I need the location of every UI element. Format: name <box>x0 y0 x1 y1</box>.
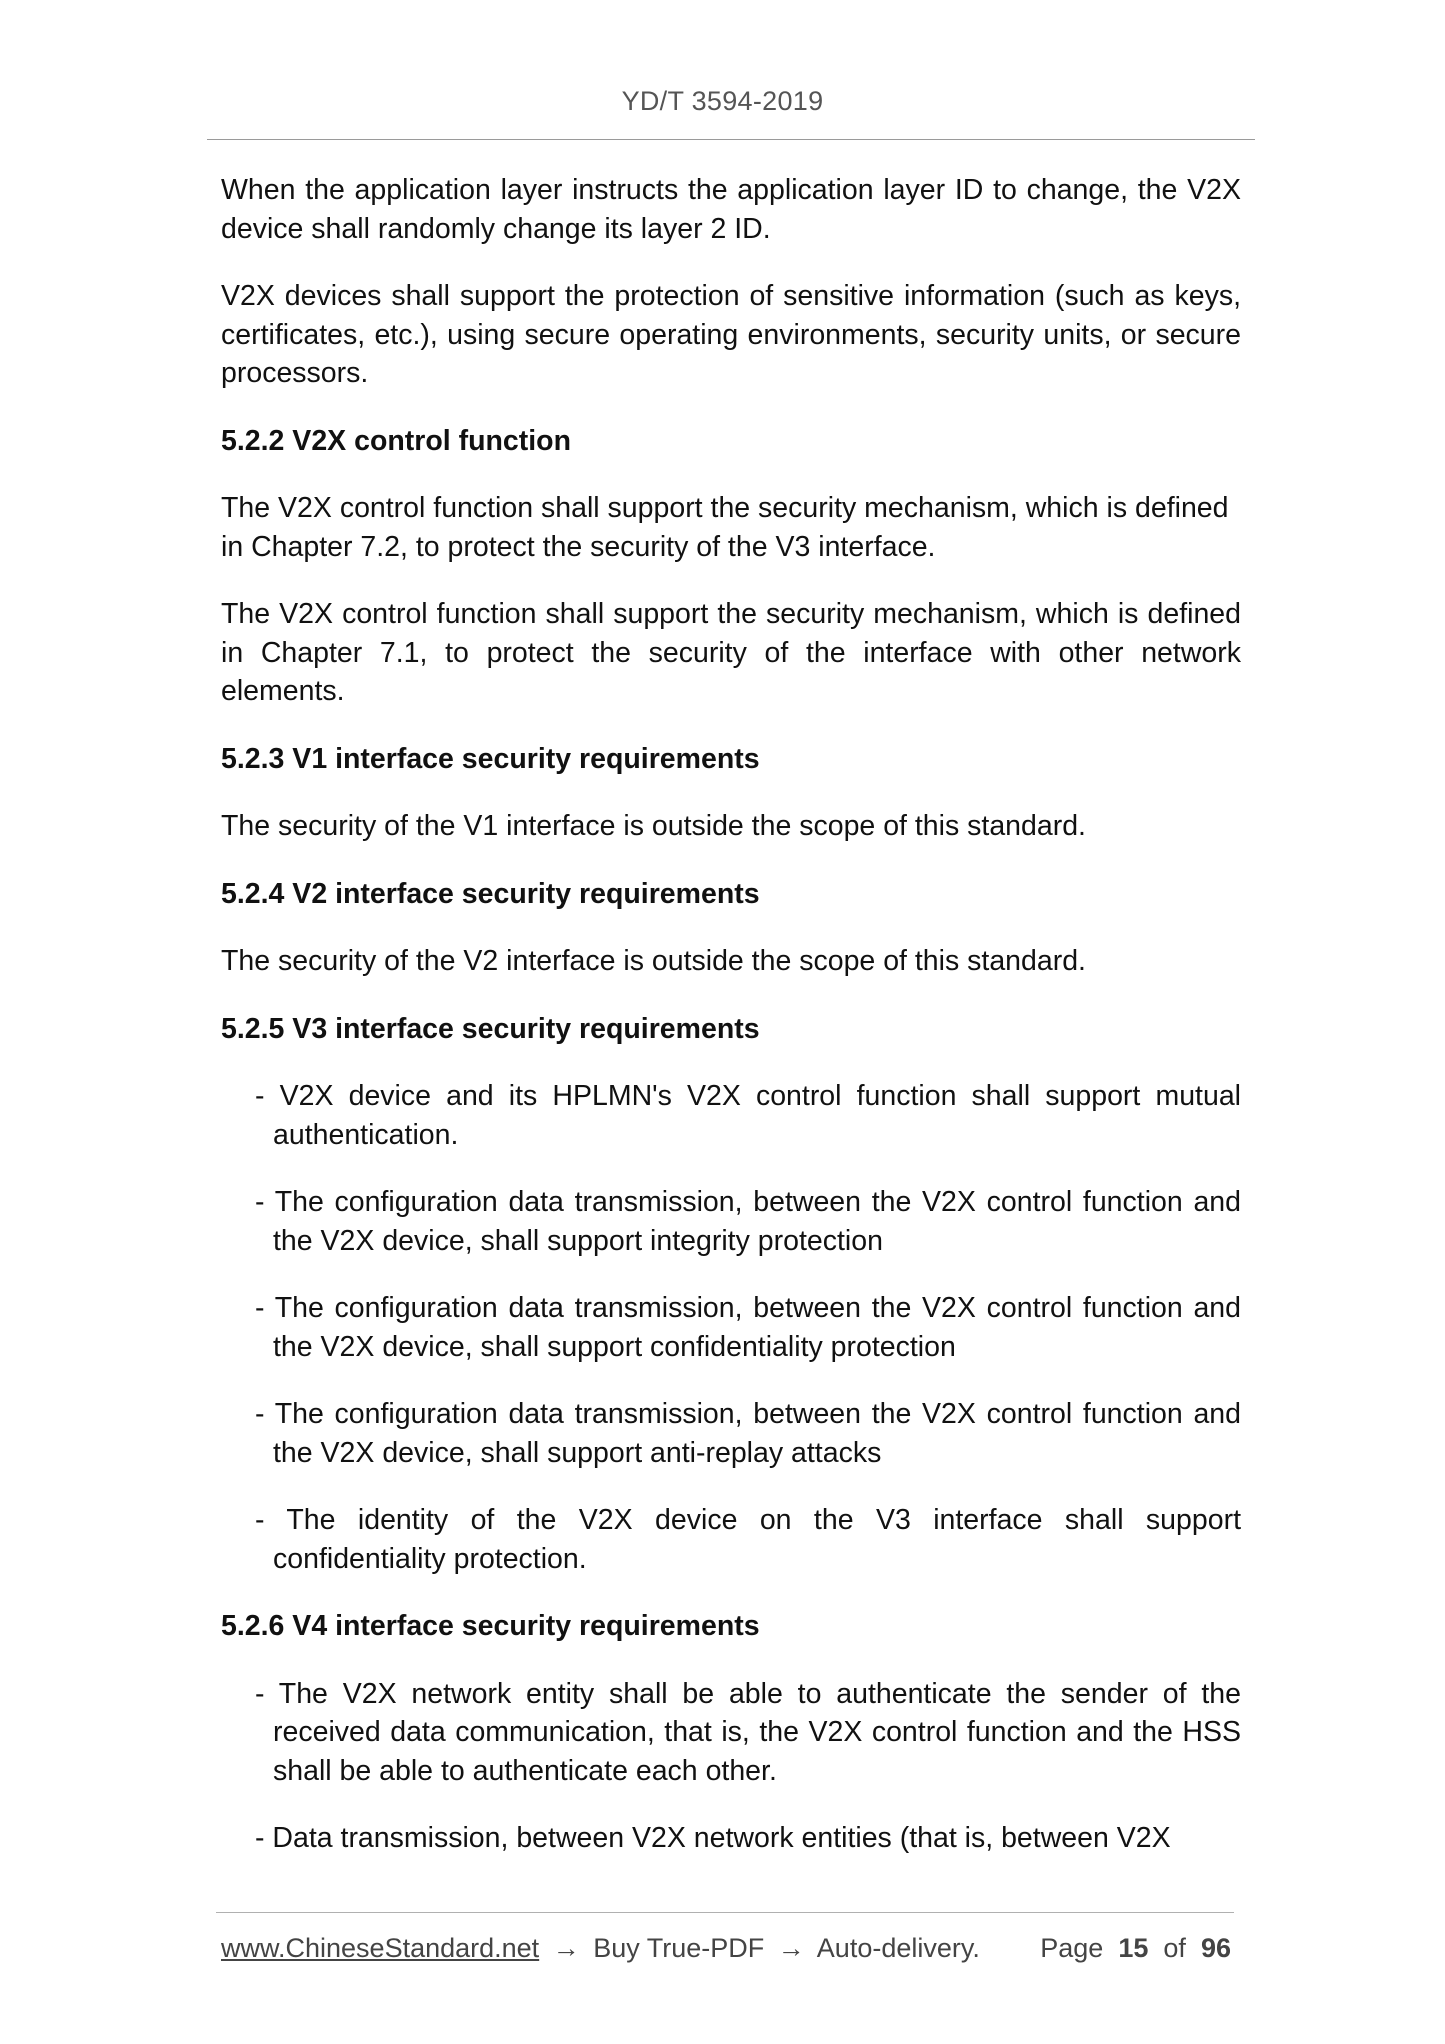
document-id-header: YD/T 3594-2019 <box>621 86 824 116</box>
list-item: - The configuration data transmission, between the V2X control function and the V2X device, shall support confidentiality protection <box>255 1292 1241 1363</box>
header-divider <box>207 139 1255 140</box>
delivery-text: Auto-delivery. <box>816 1933 980 1963</box>
paragraph-v2-scope: The security of the V2 interface is outside the scope of this standard. <box>221 945 1086 977</box>
page-counter <box>1040 1933 1231 1964</box>
page-body <box>221 171 1241 1858</box>
page-footer <box>221 1933 1231 1964</box>
heading-5-2-5: 5.2.5 V3 interface security requirements <box>221 1012 760 1045</box>
list-item: - The configuration data transmission, between the V2X control function and the V2X device, shall support integrity protection <box>255 1186 1241 1257</box>
list-item: - The identity of the V2X device on the V3 interface shall support confidentiality protection. <box>255 1504 1241 1575</box>
heading-5-2-6: 5.2.6 V4 interface security requirements <box>221 1610 760 1642</box>
of-label: of <box>1163 1933 1186 1963</box>
paragraph-network-elements: The V2X control function shall support the security mechanism, which is defined in Chapter 7.1, to protect the security of the interface with other network elements. <box>221 598 1241 707</box>
heading-5-2-2: 5.2.2 V2X control function <box>221 424 571 457</box>
list-item: - V2X device and its HPLMN's V2X control function shall support mutual authentication. <box>255 1080 1241 1151</box>
website-link[interactable]: www.ChineseStandard.net <box>221 1933 540 1963</box>
page-label: Page <box>1040 1933 1104 1963</box>
paragraph-sensitive-info: V2X devices shall support the protection of sensitive information (such as keys, certificates, etc.), using secure operating environments, security units, or secure processors. <box>221 280 1241 389</box>
arrow-right-icon: → <box>777 1933 805 1963</box>
list-item: - Data transmission, between V2X network entities (that is, between V2X <box>255 1822 1171 1854</box>
paragraph-v3-mechanism: The V2X control function shall support the security mechanism, which is defined in Chapter 7.2, to protect the security of the V3 interface. <box>221 492 1229 563</box>
heading-5-2-4: 5.2.4 V2 interface security requirements <box>221 877 760 910</box>
buy-text: Buy True-PDF <box>593 1933 765 1963</box>
footer-divider <box>216 1912 1234 1913</box>
arrow-right-icon: → <box>552 1933 580 1963</box>
list-item: - The V2X network entity shall be able to authenticate the sender of the received data communication, that is, the V2X control function and the HSS shall be able to authenticate each other. <box>255 1677 1241 1787</box>
heading-5-2-3: 5.2.3 V1 interface security requirements <box>221 742 760 775</box>
paragraph-v1-scope: The security of the V1 interface is outside the scope of this standard. <box>221 810 1086 842</box>
current-page-number: 15 <box>1118 1933 1149 1963</box>
list-item: - The configuration data transmission, between the V2X control function and the V2X device, shall support anti-replay attacks <box>255 1398 1241 1469</box>
paragraph-layer2-id: When the application layer instructs the application layer ID to change, the V2X device shall randomly change its layer 2 ID. <box>221 174 1241 245</box>
total-pages: 96 <box>1200 1933 1231 1963</box>
